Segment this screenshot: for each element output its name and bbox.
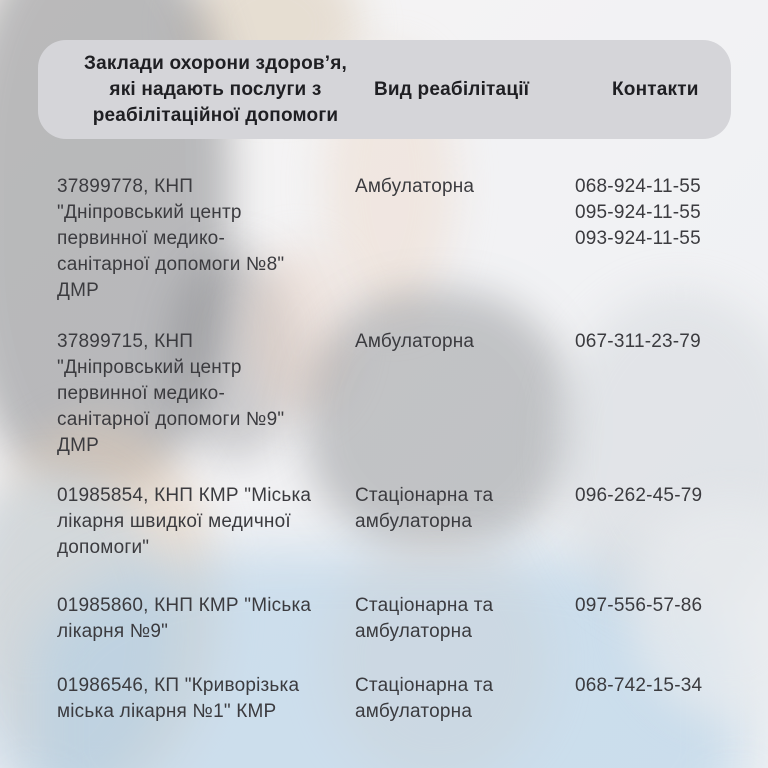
rehab-type: Амбулаторна	[355, 331, 475, 352]
table-row	[57, 174, 731, 304]
column-header-facilities: Заклади охорони здоров’я, які надають послуги з реабілітаційної допомоги	[84, 52, 347, 126]
column-header-rehab-type: Вид реабілітації	[374, 78, 530, 100]
table-header	[38, 40, 731, 139]
table-row	[57, 329, 731, 459]
rehab-type: Стаціонарна та амбулаторна	[355, 485, 494, 532]
facility-name: 37899715, КНП "Дніпровський центр первинної медико- санітарної допомоги №9" ДМР	[57, 331, 285, 456]
rehab-type: Стаціонарна та амбулаторна	[355, 595, 494, 642]
contact-phones: 068-742-15-34	[575, 675, 703, 696]
facility-name: 37899778, КНП "Дніпровський центр первинної медико- санітарної допомоги №8" ДМР	[57, 176, 285, 301]
column-header-contacts: Контакти	[612, 78, 699, 100]
facility-name: 01985860, КНП КМР "Міська лікарня №9"	[57, 595, 312, 642]
contact-phones: 068-924-11-55 095-924-11-55 093-924-11-55	[575, 176, 701, 249]
rehab-type: Стаціонарна та амбулаторна	[355, 675, 494, 722]
table-row	[57, 483, 731, 561]
rehab-type: Амбулаторна	[355, 176, 475, 197]
contact-phones: 097-556-57-86	[575, 595, 703, 616]
contact-phones: 067-311-23-79	[575, 331, 701, 352]
table-row	[57, 673, 731, 725]
contact-phones: 096-262-45-79	[575, 485, 703, 506]
facility-name: 01986546, КП "Криворізька міська лікарня №1" КМР	[57, 675, 300, 722]
table-row	[57, 593, 731, 645]
facility-name: 01985854, КНП КМР "Міська лікарня швидкої медичної допомоги"	[57, 485, 312, 558]
